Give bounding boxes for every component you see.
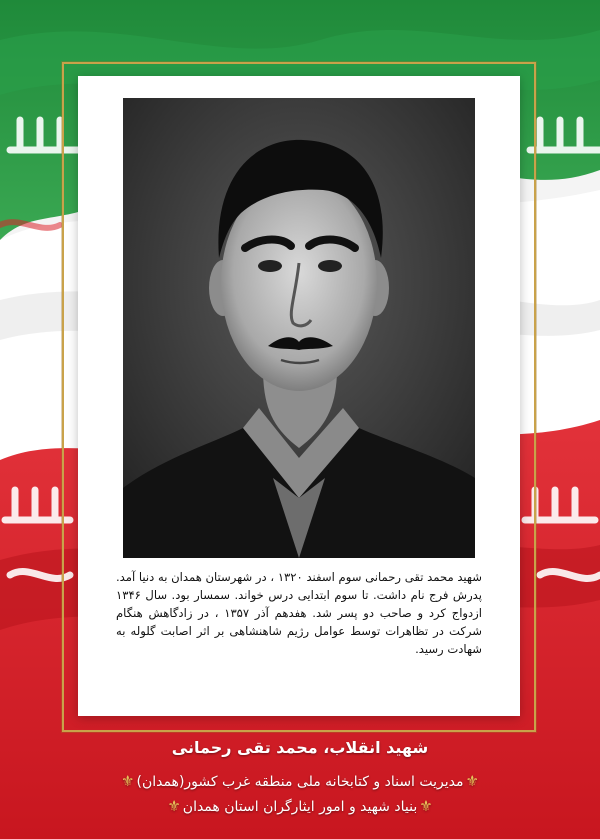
poster-card — [78, 76, 520, 716]
fleur-de-lis-ornament-icon: ⚜ — [167, 797, 181, 815]
organization-line-1 — [0, 772, 600, 790]
fleur-de-lis-ornament-icon: ⚜ — [121, 772, 135, 790]
martyr-portrait — [123, 98, 475, 558]
biography-text: شهید محمد تقی رحمانی سوم اسفند ۱۳۲۰ ، در شهرستان همدان به دنیا آمد. پدرش فرج نام داشت. تا سوم ابتدایی درس خواند. سمسار بود. سال ۱۳۴۶ ازدواج کرد و صاحب دو پسر شد. هفدهم آذر ۱۳۵۷ ، در زادگاهش هنگام شرکت در تظاهرات توسط عوامل رژیم شاهنشاهی بر اثر اصابت گلوله به شهادت رسید. — [116, 570, 482, 656]
martyr-name-title: شهید انقلاب، محمد تقی رحمانی — [171, 738, 429, 757]
fleur-de-lis-ornament-icon: ⚜ — [465, 772, 479, 790]
organization-line-2 — [0, 797, 600, 815]
fleur-de-lis-ornament-icon: ⚜ — [419, 797, 433, 815]
organization-name: مدیریت اسناد و کتابخانه ملی منطقه غرب کشور(همدان) — [136, 774, 464, 790]
organization-name: بنیاد شهید و امور ایثارگران استان همدان — [182, 799, 418, 815]
